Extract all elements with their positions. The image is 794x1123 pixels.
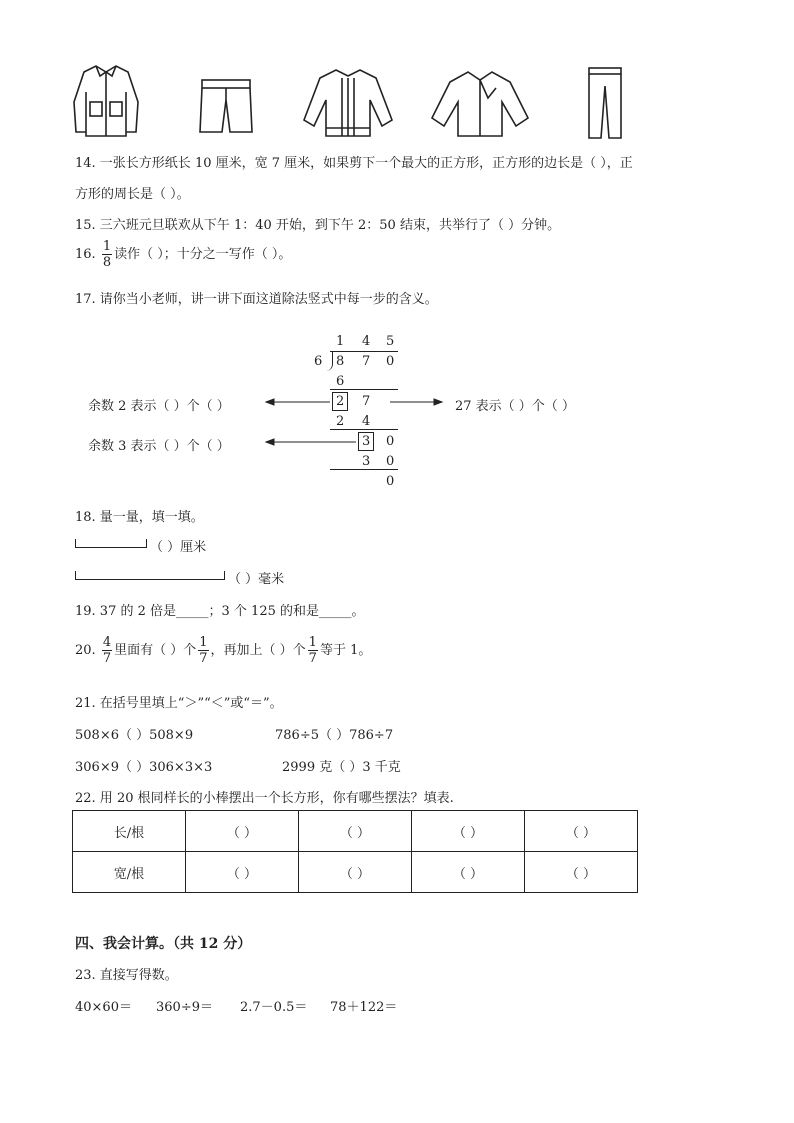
step-product: 0 (386, 454, 395, 469)
q21-item: 786÷5（ ）786÷7 (275, 728, 394, 743)
jacket-icon (70, 62, 142, 138)
q21-text: 21. 在括号里填上“＞”“＜”或“＝”。 (75, 696, 283, 711)
q20 (75, 636, 371, 665)
q20-text-3: 等于 1。 (319, 643, 372, 658)
final-remainder: 0 (386, 474, 395, 489)
step-bring-down: 0 (386, 434, 395, 449)
label-remainder-3: 余数 3 表示（ ）个（ ） (88, 439, 230, 454)
trousers-icon (585, 66, 625, 140)
table-cell: 宽/根 (73, 852, 186, 893)
q14-line2: 方形的周长是（ ）。 (75, 187, 190, 202)
section-heading: 四、我会计算。（共 12 分） (75, 936, 252, 952)
blouse-icon (430, 68, 530, 138)
table-cell: （ ） (412, 811, 525, 852)
q20-text-2: ，再加上（ ）个 (210, 643, 306, 658)
q16 (75, 240, 291, 269)
q21-item: 306×9（ ）306×3×3 (75, 760, 213, 775)
q23-item: 360÷9＝ (156, 1000, 213, 1015)
step-line (330, 389, 398, 390)
step-product: 3 (362, 454, 371, 469)
table-cell: （ ） (299, 811, 412, 852)
shorts-icon (198, 76, 254, 136)
quotient-digit: 1 (336, 334, 345, 349)
q23-item: 2.7－0.5＝ (240, 1000, 308, 1015)
q17-text: 17. 请你当小老师，讲一讲下面这道除法竖式中每一步的含义。 (75, 292, 438, 307)
segment-b (75, 571, 225, 580)
q16-prefix: 16. (75, 247, 96, 262)
step-remainder: 3 (362, 434, 371, 449)
table-row (73, 852, 638, 893)
denominator: 8 (102, 255, 112, 270)
label-remainder-2: 余数 2 表示（ ）个（ ） (88, 399, 230, 414)
table-cell: （ ） (186, 811, 299, 852)
denominator: 7 (102, 651, 112, 666)
step-remainder: 2 (336, 394, 345, 409)
segment-a (75, 539, 147, 548)
fraction-1-7 (308, 636, 318, 665)
numerator: 4 (102, 635, 112, 650)
table-cell: （ ） (299, 852, 412, 893)
q15: 15. 三六班元旦联欢从下午 1：40 开始，到下午 2：50 结束，共举行了（ ）分钟。 (75, 218, 561, 233)
q21-item: 508×6（ ）508×9 (75, 728, 194, 743)
q23-item: 78＋122＝ (330, 1000, 398, 1015)
step-product: 4 (362, 414, 371, 429)
quotient-digit: 4 (362, 334, 371, 349)
q18-b: （ ）毫米 (228, 572, 285, 587)
divisor: 6 (314, 354, 323, 369)
quotient-digit: 5 (386, 334, 395, 349)
division-bar (330, 351, 398, 352)
q22-text: 22. 用 20 根同样长的小棒摆出一个长方形，你有哪些摆法？填表. (75, 791, 454, 806)
q19: 19. 37 的 2 倍是_____；3 个 125 的和是_____。 (75, 604, 365, 619)
q18-a: （ ）厘米 (150, 540, 207, 555)
q16-rest: 读作（ ）；十分之一写作（ ）。 (114, 247, 292, 262)
arrows (260, 395, 450, 451)
step-bring-down: 7 (362, 394, 371, 409)
q21-item: 2999 克（ ）3 千克 (282, 760, 401, 775)
step-product: 6 (336, 374, 345, 389)
step-line (330, 469, 398, 470)
fraction-1-7 (198, 636, 208, 665)
q23-text: 23. 直接写得数。 (75, 968, 178, 983)
q20-text-1: 里面有（ ）个 (114, 643, 197, 658)
table-cell: （ ） (525, 852, 638, 893)
table-cell: （ ） (186, 852, 299, 893)
denominator: 7 (199, 651, 208, 666)
fraction-4-7 (102, 636, 112, 665)
q18-text: 18. 量一量，填一填。 (75, 510, 204, 525)
dividend-digit: 7 (362, 354, 371, 369)
dividend-digit: 0 (386, 354, 395, 369)
q23-item: 40×60＝ (75, 1000, 132, 1015)
label-27: 27 表示（ ）个（ ） (455, 399, 575, 414)
table-row (73, 811, 638, 852)
numerator: 1 (308, 635, 317, 650)
dividend-digit: 8 (336, 354, 345, 369)
table-cell: （ ） (525, 811, 638, 852)
table-cell: （ ） (412, 852, 525, 893)
numerator: 1 (199, 635, 208, 650)
division-bracket (326, 351, 333, 371)
step-product: 2 (336, 414, 345, 429)
denominator: 7 (308, 651, 317, 666)
q20-prefix: 20. (75, 643, 96, 658)
table-cell: 长/根 (73, 811, 186, 852)
sweater-icon (302, 66, 394, 138)
numerator: 1 (102, 239, 112, 254)
q14-line1: 14. 一张长方形纸长 10 厘米，宽 7 厘米，如果剪下一个最大的正方形，正方形的边长是（ ），正 (75, 156, 633, 171)
q16-fraction (102, 240, 112, 269)
q22-table (72, 810, 638, 893)
